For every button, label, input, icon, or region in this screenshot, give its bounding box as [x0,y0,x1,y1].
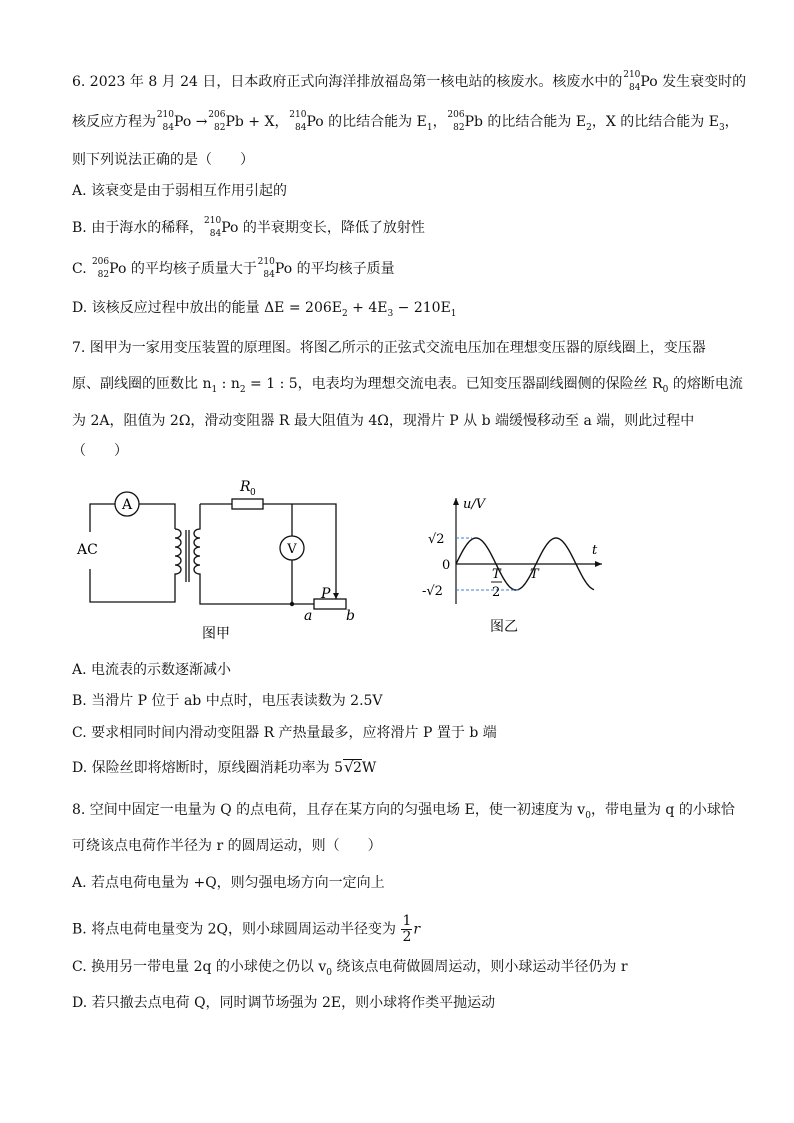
svg-text:2: 2 [492,585,501,600]
q6-line2: 核反应方程为 210 84 Po → 206 82 Pb + X， 210 84 Po 的比结合能为 $E_1$， 206 82 Pb 的比结合能为 $E_2$，X 的比结合能为 $E_3$， [72,110,739,133]
q8-line2: 可绕该点电荷作半径为 r 的圆周运动，则（ ） [72,838,382,854]
q8-option-d[interactable]: D. 若只撤去点电荷 Q，同时调节场强为 2E，则小球将作类平抛运动 [72,995,496,1011]
fuse-r0 [232,499,263,509]
svg-text:t: t [592,543,598,558]
svg-text:0: 0 [250,488,256,498]
q8-option-c[interactable]: C. 换用另一带电量 2q 的小球使之仍以 $v_0$ 绕该点电荷做圆周运动，则小球运动半径仍为 r [72,959,628,978]
q7-option-d[interactable]: D. 保险丝即将熔断时，原线圈消耗功率为 5 √ 2W [72,758,377,776]
q6-option-d[interactable]: D. 该核反应过程中放出的能量 $\Delta E = 206E_2 + 4E_3 - 210E_1$ [72,300,457,319]
svg-text:图乙: 图乙 [490,619,518,635]
q7-line4: （ ） [72,443,128,459]
svg-text:-√2: -√2 [422,584,443,599]
q7-option-a[interactable]: A. 电流表的示数逐渐减小 [72,662,232,678]
q8-option-b[interactable]: B. 将点电荷电量变为 2Q，则小球圆周运动半径变为 $\frac{1}{2}$ r [72,913,421,945]
q8-line1: 8. 空间中固定一电量为 Q 的点电荷，且存在某方向的匀强电场 E，使一初速度为 $v_0$，带电量为 q 的小球恰 [72,802,735,821]
svg-text:P: P [321,586,331,602]
svg-text:A: A [121,497,133,513]
svg-text:0: 0 [442,558,451,573]
q6-option-a[interactable]: A. 该衰变是由于弱相互作用引起的 [72,183,288,199]
svg-text:b: b [346,608,355,624]
svg-text:AC: AC [77,542,98,558]
svg-text:√2: √2 [428,532,445,547]
q6-stem-end: 则下列说法正确的是（ ） [72,152,254,168]
voltage-graph [420,494,610,644]
q7-line3: 为 2A，阻值为 2Ω，滑动变阻器 R 最大阻值为 4Ω，现滑片 P 从 b 端缓慢移动至 a 端，则此过程中 [72,413,695,429]
q7-option-c[interactable]: C. 要求相同时间内滑动变阻器 R 产热量最多，应将滑片 P 置于 b 端 [72,725,497,741]
po-nuclide: 210 84 [623,70,641,93]
q7-line2: 原、副线圈的匝数比 $n_1$ : $n_2 = 1$ : 5，电表均为理想交流电表。已知变压器副线圈侧的保险丝 $R_0$ 的熔断电流 [72,376,743,395]
svg-text:V: V [287,542,297,557]
q8-option-a[interactable]: A. 若点电荷电量为 +Q，则匀强电场方向一定向上 [72,875,385,891]
svg-text:R: R [240,479,251,495]
q6-option-c[interactable]: C. 206 82 Po 的平均核子质量大于 210 84 Po 的平均核子质量 [72,257,395,280]
svg-text:T: T [492,567,501,582]
q6-option-b[interactable]: B. 由于海水的稀释， 210 84 Po 的半衰期变长，降低了放射性 [72,216,425,239]
svg-text:u/V: u/V [463,497,486,512]
q7-line1: 7. 图甲为一家用变压装置的原理图。将图乙所示的正弦式交流电压加在理想变压器的原线圈上，变压器 [72,340,706,356]
svg-text:图甲: 图甲 [202,626,230,642]
svg-text:a: a [304,608,313,624]
q6-line1: 6. 2023 年 8 月 24 日，日本政府正式向海洋排放福岛第一核电站的核废水。核废水中的 210 84 Po 发生衰变时的 [72,70,747,93]
q7-option-b[interactable]: B. 当滑片 P 位于 ab 中点时，电压表读数为 2.5V [72,693,383,709]
circuit-diagram [70,474,370,650]
svg-text:T: T [530,567,539,582]
